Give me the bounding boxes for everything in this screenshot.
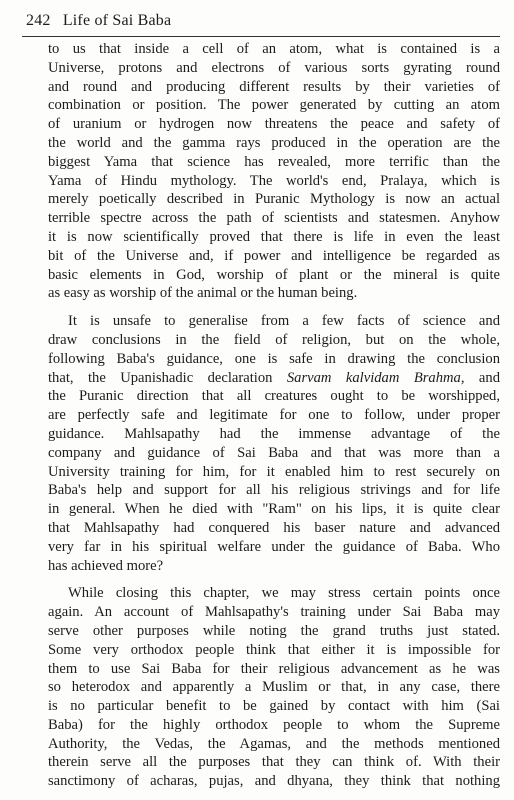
text-line: Yama of Hindu mythology. The world's end, Pralaya, which is <box>48 172 500 189</box>
text-line: that, the Upanishadic declaration Sarvam kalvidam Brahma, and <box>48 369 500 386</box>
text-line: bit of the Universe and, if power and intelligence be regarded as <box>48 247 500 264</box>
text-line: has achieved more? <box>48 557 164 574</box>
paragraph <box>48 584 500 791</box>
text-line: as easy as worship of the animal or the human being. <box>48 285 358 302</box>
text-line: Authority, the Vedas, the Agamas, and the methods mentioned <box>48 735 500 752</box>
text-line: It is unsafe to generalise from a few facts of science and <box>68 313 500 330</box>
text-line: and round and producing different results by their varieties of <box>48 78 500 95</box>
text-line: is no particular benefit to be gained by contact with him (Sai <box>48 698 500 715</box>
text-line: basic elements in God, worship of plant or the mineral is quite <box>48 266 500 283</box>
text-line: University training for him, for it enabled him to rest securely on <box>48 463 500 480</box>
text-line: in general. When he died with "Ram" on his lips, it is quite clear <box>48 501 500 518</box>
text-line: very far in his spiritual welfare under the guidance of Baba. Who <box>48 538 500 555</box>
text-line: guidance. Mahlsapathy had the immense advantage of the <box>48 425 500 442</box>
text-line: Some very orthodox people think that either it is impossible for <box>48 641 500 658</box>
text-line: Universe, protons and electrons of various sorts gyrating round <box>48 59 500 76</box>
text-line: While closing this chapter, we may stress certain points once <box>68 585 500 602</box>
text-line: sanctimony of acharas, pujas, and dhyana, they think that nothing <box>48 773 500 790</box>
running-title: Life of Sai Baba <box>62 12 172 29</box>
body-text <box>48 40 500 791</box>
text-line: of uranium or hydrogen now threatens the peace and safety of <box>48 116 500 133</box>
text-line: combination or position. The power generated by cutting an atom <box>48 97 500 114</box>
text-line: again. An account of Mahlsapathy's training under Sai Baba may <box>48 604 500 621</box>
header-rule <box>22 36 500 37</box>
text-line: the world and the gamma rays produced in the operation are the <box>48 134 500 151</box>
text-line: therein serve all the purposes that they can think of. With their <box>48 754 500 771</box>
text-line: company and guidance of Sai Baba and that was more than a <box>48 444 500 461</box>
text-line: serve other purposes while noting the grand truths just stated. <box>48 622 500 639</box>
text-line: that Mahlsapathy had conquered his baser nature and advanced <box>48 519 500 536</box>
text-line: Baba's help and support for all his religious strivings and for life <box>48 482 500 499</box>
text-line: are perfectly safe and legitimate for one to follow, under proper <box>48 407 500 424</box>
page-number: 242 <box>26 12 51 29</box>
text-line: draw conclusions in the field of religion, but on the whole, <box>48 331 500 348</box>
text-line: so heterodox and apparently a Muslim or that, in any case, there <box>48 679 500 696</box>
text-line: biggest Yama that science has revealed, more terrific than the <box>48 153 500 170</box>
text-line: following Baba's guidance, one is safe in drawing the conclusion <box>48 350 500 367</box>
paragraph <box>48 312 500 575</box>
paragraph <box>48 40 500 303</box>
text-line: the Puranic direction that all creatures ought to be worshipped, <box>48 388 500 405</box>
running-header <box>26 12 171 30</box>
paragraph-gap <box>48 303 500 312</box>
text-line: to us that inside a cell of an atom, what is contained is a <box>48 41 500 57</box>
text-line: merely poetically described in Puranic Mythology is now an actual <box>48 191 500 208</box>
text-line: them to use Sai Baba for their religious advancement as he was <box>48 660 500 677</box>
text-line: terrible spectre across the path of scientists and statesmen. Anyhow <box>48 210 500 227</box>
paragraph-gap <box>48 575 500 584</box>
text-line: Baba) for the highly orthodox people to whom the Supreme <box>48 716 500 733</box>
text-line: it is now scientifically proved that there is life in even the least <box>48 228 500 245</box>
italic-term: Sarvam kalvidam Brahma <box>286 369 461 386</box>
